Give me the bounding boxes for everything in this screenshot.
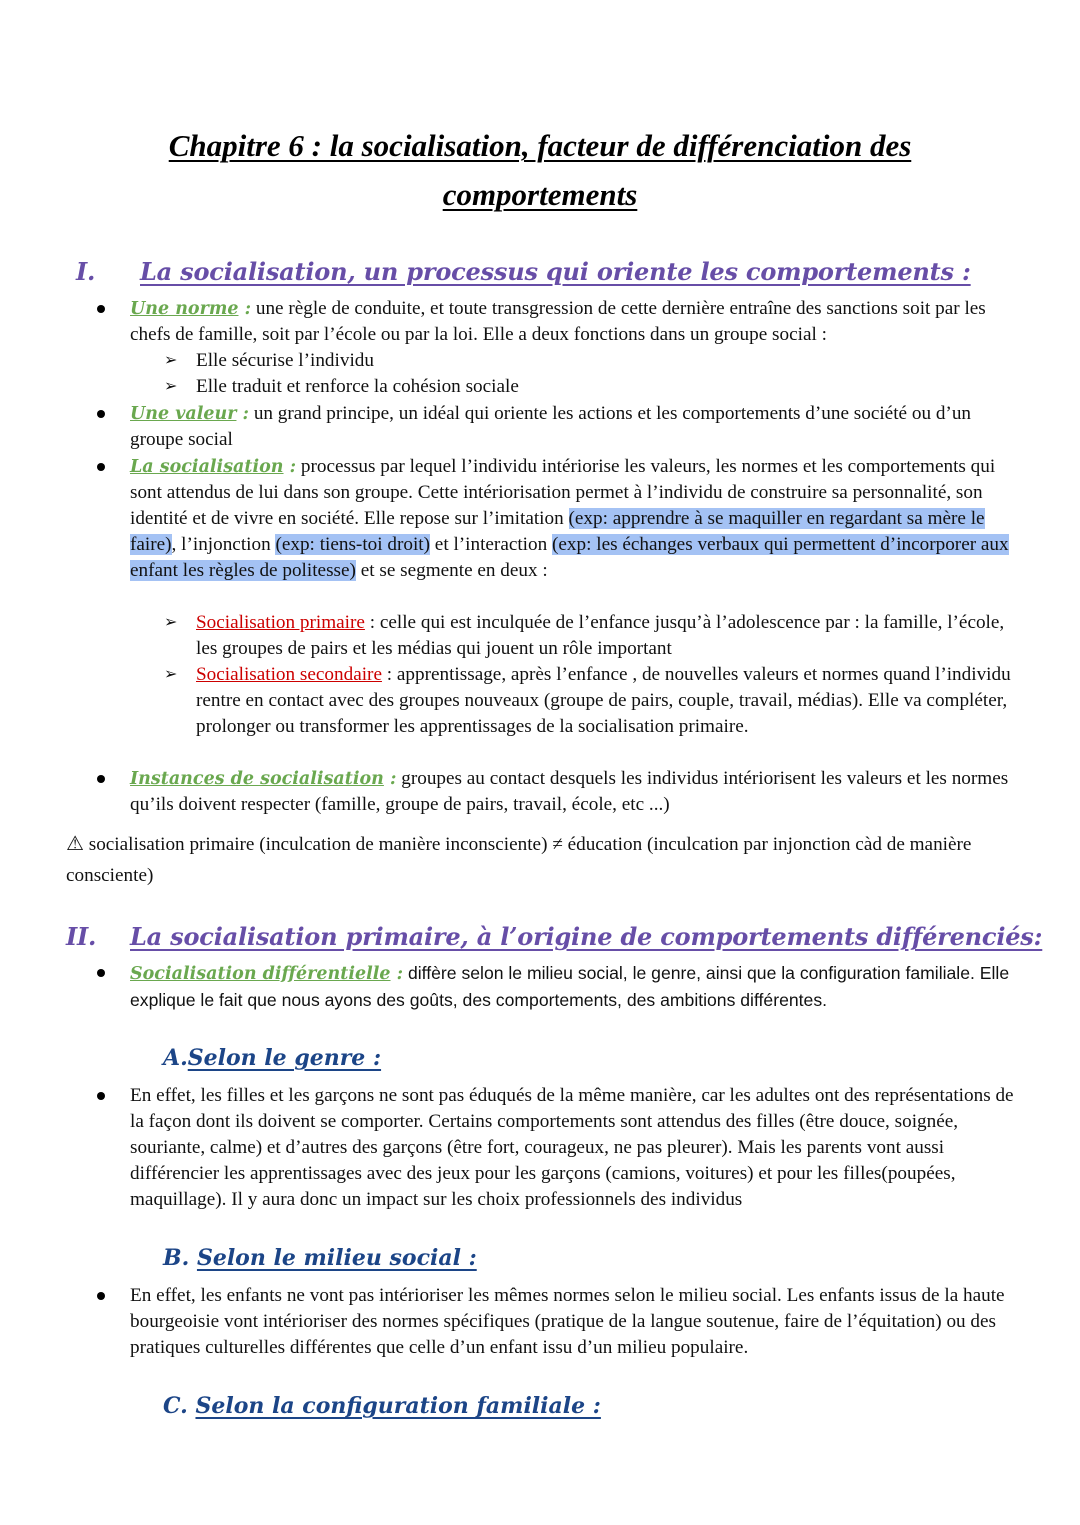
chapter-title-line2: comportements — [442, 177, 638, 212]
subsection-title: Selon le genre : — [187, 1045, 382, 1071]
subsection-heading-b: B. Selon le milieu social : — [163, 1245, 477, 1271]
definition-socialisation: La socialisation : processus par lequel l’individu intériorise les valeurs, les normes et les comportements qui sont attendus de lui dans son groupe. Cette intériorisation permet à l’individu de construire sa personnalité, son identité et de vivre en société. Elle repose sur l’imitation (exp: apprendre à se maquiller en regardant sa mère le faire), l’injonction (exp: tiens-toi droit) et l’interaction (exp: les échanges verbaux qui permettent d’incorporer aux enfant les règles de politesse) et se segmente en deux : — [130, 454, 1020, 584]
definition-text: une règle de conduite, et toute transgression de cette dernière entraîne des sanctions soit par les chefs de famille, soit par l’école ou par la loi. Elle a deux fonctions dans un groupe social : — [130, 298, 986, 345]
section-heading-1 — [76, 257, 971, 286]
subterm: Socialisation secondaire — [196, 664, 382, 685]
section-title: La socialisation primaire, à l’origine de comportements différenciés: — [130, 922, 1043, 951]
definition-term: Instances de socialisation : — [130, 769, 397, 789]
arrow-bullet-icon: ➢ — [164, 378, 178, 395]
arrow-bullet-icon: ➢ — [164, 614, 178, 631]
section-title: La socialisation, un processus qui oriente les comportements : — [140, 257, 971, 286]
arrow-bullet-icon: ➢ — [164, 666, 178, 683]
bullet-icon — [97, 410, 105, 418]
bullet-icon — [97, 1092, 105, 1100]
definition-term: Une norme : — [130, 299, 252, 319]
subsection-heading-c: C. Selon la configuration familiale : — [163, 1393, 601, 1419]
section-number: II. — [66, 922, 97, 951]
highlighted-example: (exp: apprendre à se maquiller en regardant sa mère le faire) — [130, 508, 985, 555]
definition-text: un grand principe, un idéal qui oriente les actions et les comportements d’une société ou d’un groupe social — [130, 403, 972, 450]
highlighted-example: (exp: tiens-toi droit) — [275, 534, 430, 555]
definition-valeur — [130, 401, 1020, 453]
subterm: Socialisation primaire — [196, 612, 365, 633]
definition-term: Socialisation différentielle : — [130, 964, 404, 984]
bullet-icon — [97, 969, 105, 977]
chapter-title-line1: Chapitre 6 : la socialisation, facteur de différenciation des — [168, 128, 912, 163]
bullet-icon — [97, 305, 105, 313]
definition-text: diffère selon le milieu social, le genre, ainsi que la configuration familiale. Elle explique le fait que nous ayons des goûts, des comportements, des ambitions différentes. — [130, 963, 1010, 1010]
definition-instances — [130, 766, 1020, 818]
socialisation-secondaire-item: ➢ Socialisation secondaire : apprentissage, après l’enfance , de nouvelles valeurs et normes quand l’individu rentre en contact avec des groupes nouveaux (groupe de pairs, couple, travail, médias). Elle va compléter, prolonger ou transformer les apprentissages de la socialisation primaire. — [164, 664, 1011, 737]
paragraph-milieu-social: En effet, les enfants ne vont pas intérioriser les mêmes normes selon le milieu social. Les enfants issus de la haute bourgeoisie vont intérioriser des normes spécifiques (pratique de la langue soutenue, faire de l’équitation) ou des pratiques culturelles différentes que celle d’un enfant issu d’un milieu populaire. — [130, 1283, 1020, 1361]
highlighted-example: (exp: les échanges verbaux qui permettent d’incorporer aux enfant les règles de politesse) — [130, 534, 1009, 581]
subsection-title: Selon la configuration familiale : — [195, 1393, 601, 1419]
definition-term: La socialisation : — [130, 457, 297, 477]
definition-socialisation-differentielle — [130, 960, 1020, 1013]
definition-norme — [130, 296, 1020, 348]
definition-text: groupes au contact desquels les individus intériorisent les valeurs et les normes qu’ils doivent respecter (famille, groupe de pairs, travail, école, etc ...) — [130, 768, 1009, 815]
subsection-heading-a: A.Selon le genre : — [163, 1045, 382, 1071]
bullet-icon — [97, 775, 105, 783]
bullet-icon — [97, 463, 105, 471]
norm-function-1: ➢ Elle sécurise l’individu — [196, 348, 1016, 374]
norm-function-2: ➢ Elle traduit et renforce la cohésion sociale — [196, 374, 1016, 400]
definition-term: Une valeur : — [130, 404, 250, 424]
warning-note: ⚠ socialisation primaire (inculcation de manière inconsciente) ≠ éducation (inculcation par injonction càd de manière consciente) — [66, 831, 972, 886]
bullet-icon — [97, 1292, 105, 1300]
arrow-bullet-icon: ➢ — [164, 352, 178, 369]
section-number: I. — [76, 257, 96, 286]
paragraph-genre: En effet, les filles et les garçons ne sont pas éduqués de la même manière, car les adultes ont des représentations de la façon dont ils doivent se comporter. Certains comportements sont attendus des filles (être douce, soignée, souriante, calme) et d’autres des garçons (être fort, courageux, ne pas pleurer). Mais les parents vont aussi différencier les apprentissages avec des jeux pour les garçons (camions, voitures) et pour les filles(poupées, maquillage). Il y aura donc un impact sur les choix professionnels des individus — [130, 1083, 1020, 1213]
section-heading-2 — [66, 922, 1042, 951]
warning-icon: ⚠ — [66, 831, 84, 855]
socialisation-primaire-item: ➢ Socialisation primaire : celle qui est inculquée de l’enfance jusqu’à l’adolescence par : la famille, l’école, les groupes de pairs et les médias qui jouent un rôle important — [164, 612, 1005, 659]
subsection-title: Selon le milieu social : — [196, 1245, 477, 1271]
